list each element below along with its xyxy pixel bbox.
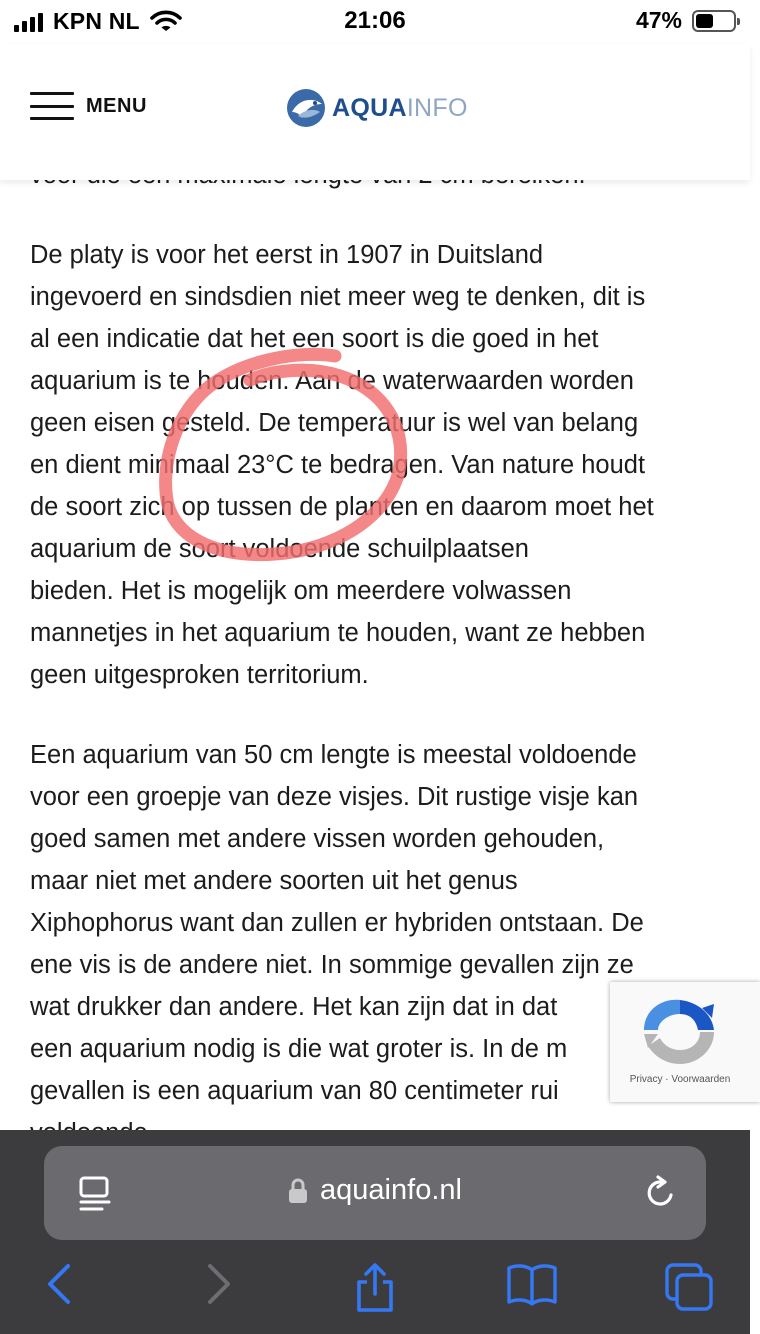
text-line: gevallen is een aquarium van 80 centimeter rui	[30, 1077, 559, 1105]
text-line: voor een groepje van deze visjes. Dit rustige visje kan	[30, 783, 639, 811]
text-line: de soort zich op tussen de planten en daarom moet het	[30, 493, 654, 521]
address-bar[interactable]	[44, 1146, 706, 1240]
status-time: 21:06	[344, 7, 406, 34]
text-line: De platy is voor het eerst in 1907 in Duitsland	[30, 241, 544, 269]
carrier-name: KPN NL	[53, 8, 140, 34]
site-header	[0, 44, 750, 180]
status-right	[636, 7, 736, 34]
text-line: ingevoerd en sindsdien niet meer weg te denken, dit is	[30, 283, 646, 311]
status-bar	[0, 0, 750, 44]
menu-label: MENU	[86, 94, 147, 117]
logo-text: AQUAINFO	[332, 93, 468, 122]
browser-toolbar	[0, 1262, 750, 1322]
fish-logo-icon	[284, 86, 328, 130]
browser-bottom-bar	[0, 1130, 750, 1334]
url-text[interactable]: aquainfo.nl	[320, 1174, 462, 1206]
hamburger-icon	[30, 92, 74, 120]
text-line: bieden. Het is mogelijk om meerdere volwassen	[30, 577, 572, 605]
battery-percent: 47%	[635, 7, 682, 33]
battery-icon	[692, 10, 736, 32]
text-line: geen uitgesproken territorium.	[30, 661, 369, 689]
text-line: een aquarium nodig is die wat groter is. In de m	[30, 1035, 568, 1063]
site-logo[interactable]	[284, 86, 468, 130]
article-paragraph-1	[30, 234, 730, 696]
url-display[interactable]	[44, 1174, 706, 1207]
battery-level-fill	[696, 14, 713, 28]
text-line: ene vis is de andere niet. In sommige gevallen zijn ze	[30, 951, 634, 979]
tabs-icon[interactable]	[664, 1262, 714, 1312]
text-line: aquarium is te houden. Aan de waterwaarden worden	[30, 367, 634, 395]
lock-icon	[288, 1178, 308, 1204]
forward-icon[interactable]	[204, 1262, 234, 1306]
text-line: Een aquarium van 50 cm lengte is meestal voldoende	[30, 741, 637, 769]
menu-button[interactable]	[30, 92, 147, 120]
text-line: en dient minimaal 23°C te bedragen. Van nature houdt	[30, 451, 646, 479]
text-line: geen eisen gesteld. De temperatuur is wel van belang	[30, 409, 639, 437]
share-icon[interactable]	[354, 1262, 396, 1314]
text-line: aquarium de soort voldoende schuilplaatsen	[30, 535, 529, 563]
text-line: mannetjes in het aquarium te houden, want ze hebben	[30, 619, 646, 647]
recaptcha-links[interactable]: Privacy · Voorwaarden	[629, 1074, 731, 1085]
text-line: goed samen met andere vissen worden gehouden,	[30, 825, 605, 853]
bookmarks-icon[interactable]	[506, 1262, 558, 1306]
text-line: Xiphophorus want dan zullen er hybriden ontstaan. De	[30, 909, 644, 937]
recaptcha-icon	[640, 994, 718, 1068]
text-line: maar niet met andere soorten uit het genus	[30, 867, 518, 895]
text-line: wat drukker dan andere. Het kan zijn dat in dat	[30, 993, 558, 1021]
back-icon[interactable]	[44, 1262, 74, 1306]
reload-icon[interactable]	[644, 1176, 678, 1210]
text-line: al een indicatie dat het een soort is die goed in het	[30, 325, 599, 353]
recaptcha-badge[interactable]	[610, 982, 760, 1102]
